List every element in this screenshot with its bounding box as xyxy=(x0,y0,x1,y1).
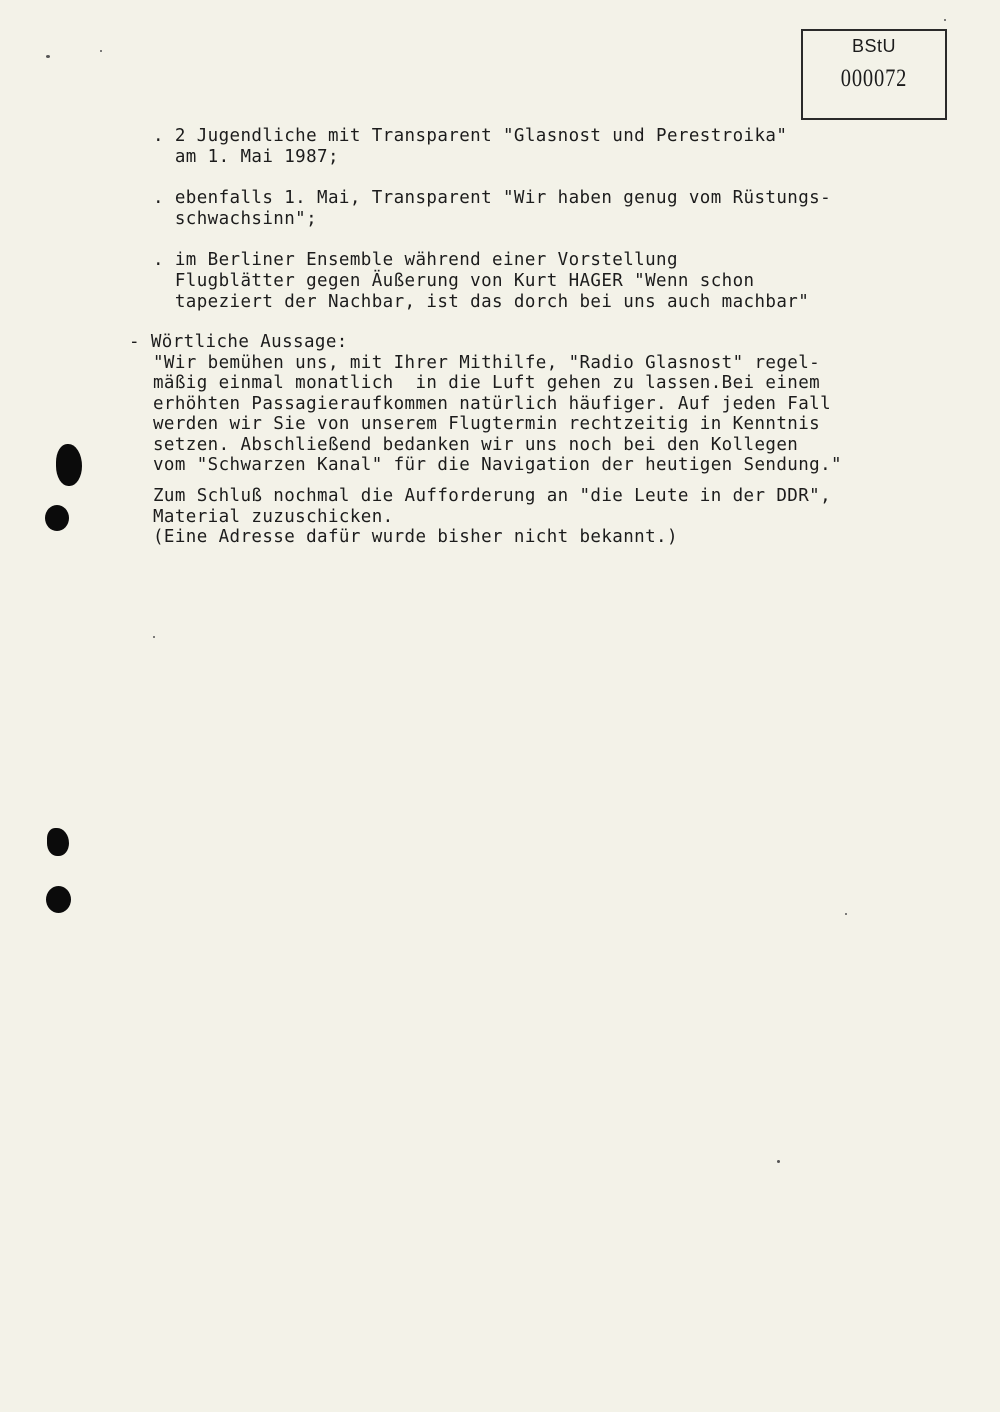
paper-speck xyxy=(100,50,102,52)
bullet-line: . ebenfalls 1. Mai, Transparent "Wir haben genug vom Rüstungs- xyxy=(153,188,832,208)
punch-hole-mark xyxy=(46,886,71,913)
punch-hole-mark xyxy=(56,444,82,486)
quote-line: mäßig einmal monatlich in die Luft gehen zu lassen.Bei einem xyxy=(153,373,821,393)
quote-heading: - Wörtliche Aussage: xyxy=(129,332,348,352)
bullet-line: am 1. Mai 1987; xyxy=(153,147,339,167)
paper-speck xyxy=(777,1160,780,1163)
archive-stamp xyxy=(801,29,947,120)
punch-hole-mark xyxy=(45,505,69,531)
bullet-line: schwachsinn"; xyxy=(153,209,318,229)
bullet-line: Flugblätter gegen Äußerung von Kurt HAGER "Wenn schon xyxy=(153,271,755,291)
paper-speck xyxy=(944,19,946,21)
closing-line: Material zuzuschicken. xyxy=(153,507,394,527)
quote-line: vom "Schwarzen Kanal" für die Navigation der heutigen Sendung." xyxy=(153,455,842,475)
bullet-line: . 2 Jugendliche mit Transparent "Glasnost und Perestroika" xyxy=(153,126,788,146)
stamp-number: 000072 xyxy=(840,65,908,92)
quote-line: werden wir Sie von unserem Flugtermin rechtzeitig in Kenntnis xyxy=(153,414,821,434)
paper-speck xyxy=(153,636,155,638)
quote-line: setzen. Abschließend bedanken wir uns noch bei den Kollegen xyxy=(153,435,799,455)
stamp-label: BStU xyxy=(851,36,896,56)
bullet-line: . im Berliner Ensemble während einer Vorstellung xyxy=(153,250,678,270)
quote-line: "Wir bemühen uns, mit Ihrer Mithilfe, "Radio Glasnost" regel- xyxy=(153,353,821,373)
paper-speck xyxy=(845,913,847,915)
closing-line: (Eine Adresse dafür wurde bisher nicht bekannt.) xyxy=(153,527,678,547)
punch-hole-mark xyxy=(47,828,69,856)
paper-speck xyxy=(46,55,50,58)
bullet-line: tapeziert der Nachbar, ist das dorch bei uns auch machbar" xyxy=(153,292,810,312)
quote-line: erhöhten Passagieraufkommen natürlich häufiger. Auf jeden Fall xyxy=(153,394,832,414)
closing-line: Zum Schluß nochmal die Aufforderung an "die Leute in der DDR", xyxy=(153,486,832,506)
